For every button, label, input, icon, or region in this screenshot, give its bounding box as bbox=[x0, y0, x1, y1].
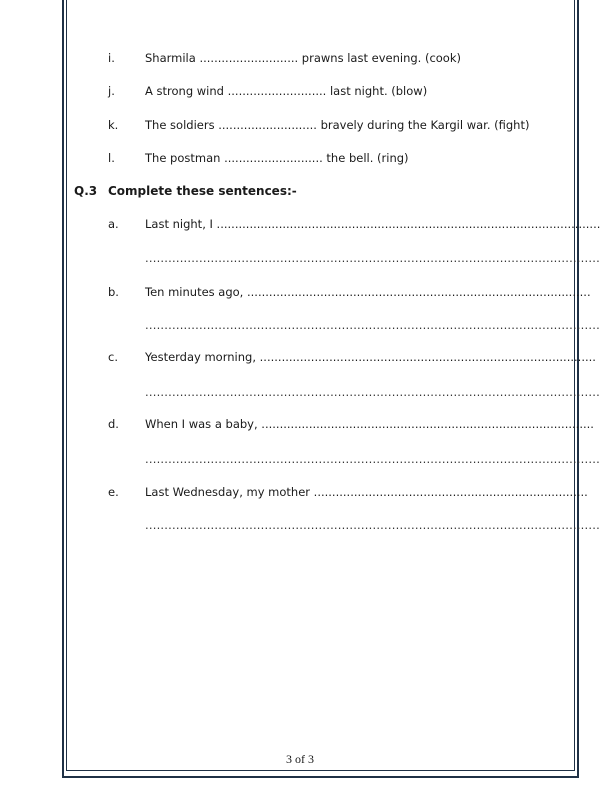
item-text: The postman ........................... the bell. (ring) bbox=[145, 151, 409, 165]
answer-line[interactable]: ...................................................................................................................... bbox=[145, 385, 600, 399]
answer-line[interactable]: ...................................................................................................................... bbox=[145, 452, 600, 466]
item-label: i. bbox=[108, 51, 115, 65]
item-text: Last Wednesday, my mother ........................................................................... bbox=[145, 485, 588, 499]
item-label: d. bbox=[108, 417, 119, 431]
answer-line[interactable]: ...................................................................................................................... bbox=[145, 251, 600, 265]
item-label: a. bbox=[108, 217, 119, 231]
item-text: Yesterday morning, ............................................................................................ bbox=[145, 350, 596, 364]
item-text: Last night, I ......................................................................................................... bbox=[145, 217, 600, 231]
item-label: c. bbox=[108, 350, 118, 364]
item-text: A strong wind ........................... last night. (blow) bbox=[145, 84, 428, 98]
item-label: e. bbox=[108, 485, 119, 499]
item-label: j. bbox=[108, 84, 115, 98]
item-text: Sharmila ........................... prawns last evening. (cook) bbox=[145, 51, 461, 65]
question-title: Complete these sentences:- bbox=[108, 184, 297, 198]
answer-line[interactable]: ...................................................................................................................... bbox=[145, 318, 600, 332]
item-label: b. bbox=[108, 285, 119, 299]
item-text: When I was a baby, ........................................................................................... bbox=[145, 417, 594, 431]
item-text: Ten minutes ago, .............................................................................................. bbox=[145, 285, 591, 299]
item-label: k. bbox=[108, 118, 119, 132]
item-text: The soldiers ........................... bravely during the Kargil war. (fight) bbox=[145, 118, 530, 132]
page-number: 3 of 3 bbox=[286, 752, 314, 766]
item-label: l. bbox=[108, 151, 115, 165]
question-number: Q.3 bbox=[74, 184, 98, 198]
answer-line[interactable]: ...................................................................................................................... bbox=[145, 518, 600, 532]
